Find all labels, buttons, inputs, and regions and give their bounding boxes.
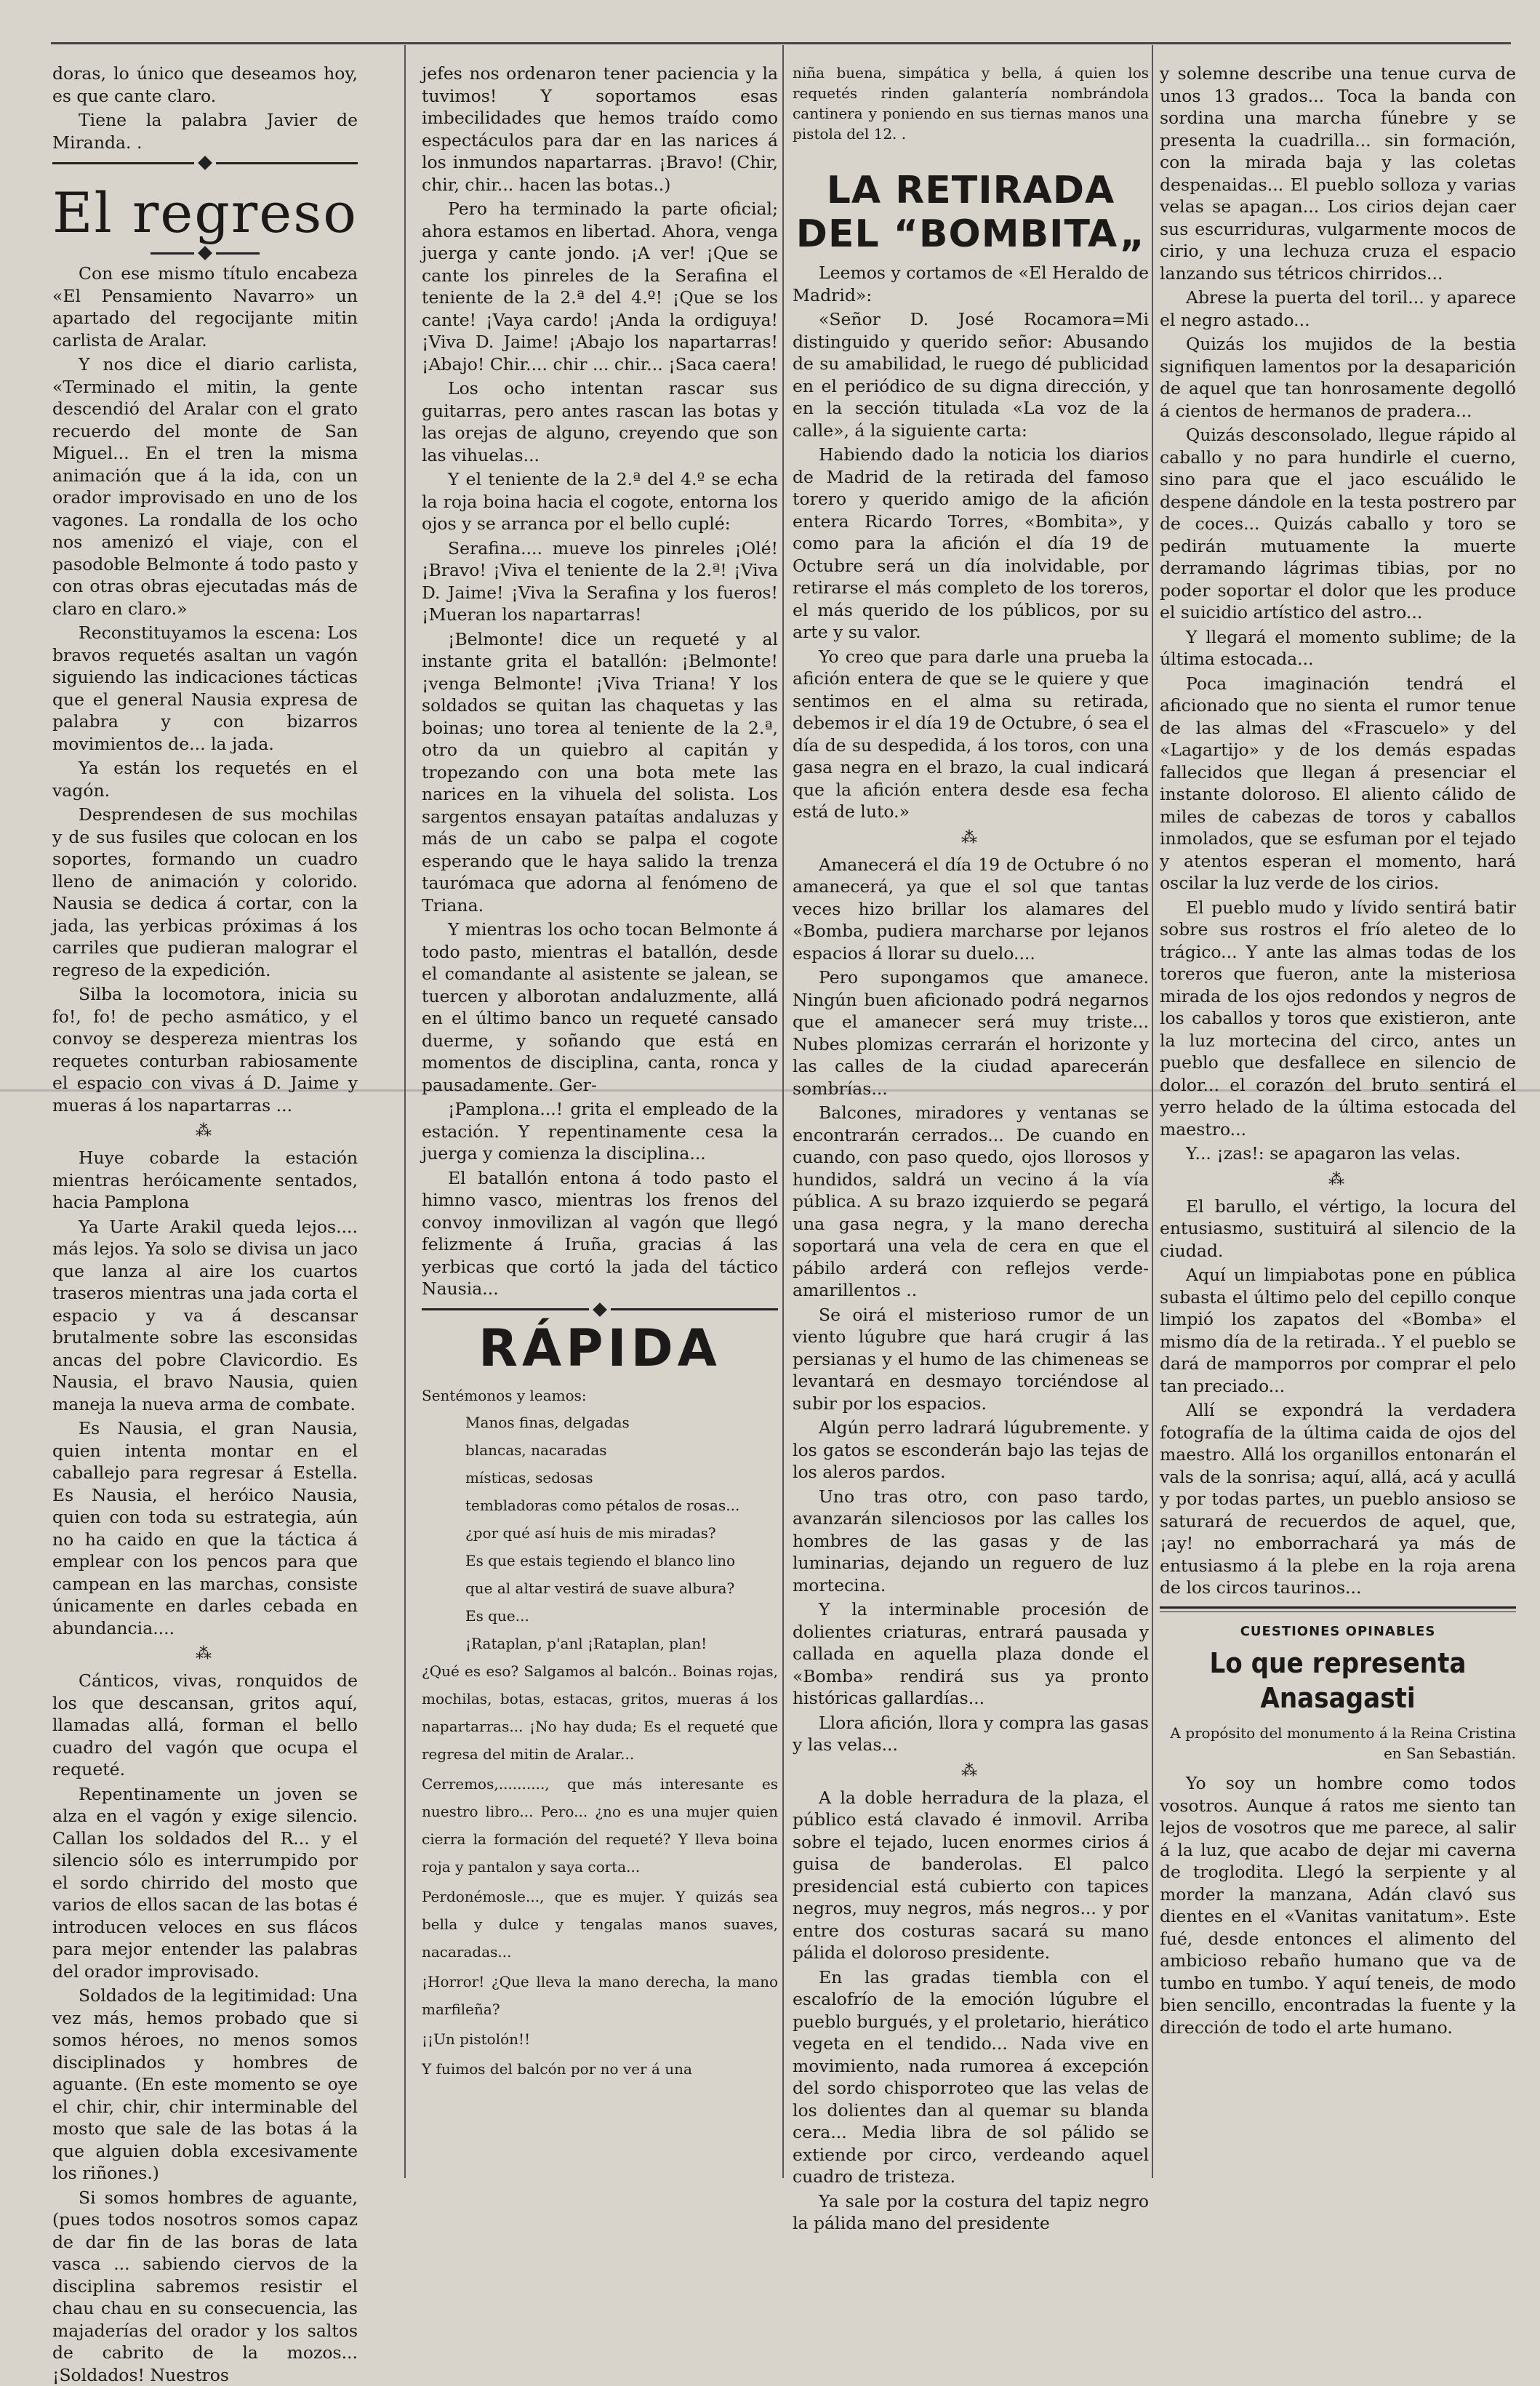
paragraph: ¡¡Un pistolón!!: [422, 2025, 778, 2053]
paragraph: Serafina.... mueve los pinreles ¡Olé! ¡Bravo! ¡Viva el teniente de la 2.ª! ¡Viva D. Jaime! ¡Viva la Serafina y los fueros! ¡Mueran los napartarras!: [422, 537, 778, 626]
page-top-rule: [51, 42, 1511, 44]
paragraph: Silba la locomotora, inicia su fo!, fo! de pecho asmático, y el convoy se despereza mientras los requetes conturban rabiosamente el espacio con vivas á D. Jaime y mueras á los napartarras ...: [52, 983, 358, 1116]
article-title-bombita: LA RETIRADA DEL “BOMBITA„: [793, 169, 1149, 256]
paragraph: Y fuimos del balcón por no ver á una: [422, 2055, 778, 2083]
paragraph: Repentinamente un joven se alza en el vagón y exige silencio. Callan los soldados del R... y el silencio sólo es interrumpido por el sordo chirrido del mosto que varios de ellos sacan de las botas é introducen veloces en sus flácos para mejor entender las palabras del orador improvisado.: [52, 1783, 358, 1983]
paragraph: Pero supongamos que amanece. Ningún buen aficionado podrá negarnos que el amanecer será muy triste... Nubes plomizas cerrarán el horizonte y las calles de la ciudad aparecerán sombrías...: [793, 966, 1149, 1100]
section-stars: ⁂: [793, 1761, 1149, 1782]
column-rule-1: [404, 45, 406, 2178]
paragraph: Perdonémosle..., que es mujer. Y quizás sea bella y dulce y tengalas manos suaves, nacaradas...: [422, 1883, 778, 1966]
paragraph: Ya sale por la costura del tapiz negro la pálida mano del presidente: [793, 2190, 1149, 2235]
ornament-rule: [52, 248, 358, 258]
paragraph: ¿Qué es eso? Salgamos al balcón.. Boinas rojas, mochilas, botas, estacas, gritos, mueras á los napartarras... ¡No hay duda; Es el requeté que regresa del mitin de Aralar...: [422, 1657, 778, 1768]
ornament-rule: [422, 1305, 778, 1315]
col1-intro-2: Tiene la palabra Javier de Miranda. .: [52, 109, 358, 153]
section-kicker: CUESTIONES OPINABLES: [1160, 1621, 1516, 1644]
ornament-rule: [52, 158, 358, 168]
paragraph: jefes nos ordenaron tener paciencia y la tuvimos! Y soportamos esas imbecilidades que hemos traído como espectáculos para dar en las narices á los inmundos napartarras. ¡Bravo! (Chir, chir, chir... hacen las botas..): [422, 63, 778, 196]
paragraph: En las gradas tiembla con el escalofrío de la emoción lúgubre el pueblo burgués, y el proletario, hierático vegeta en el tendido... Nada vive en movimiento, nada rumorea á excepción del sordo chisporroteo que las velas de los dolientes dan al quemar su blanda cera... Media libra de sol pálido se extiende por circo, verdeando aquel cuadro de tristeza.: [793, 1966, 1149, 2188]
poem-line: ¡Rataplan, p'anl ¡Rataplan, plan!: [465, 1630, 778, 1657]
paragraph: ¡Belmonte! dice un requeté y al instante grita el batallón: ¡Belmonte! ¡venga Belmonte! ¡Viva Triana! Y los soldados se quitan las chaquetas y las boinas; uno torea al teniente de la 2.ª, otro da un quiebro al capitán y tropezando con una bota mete las narices en la vihuela del solista. Los sargentos ensayan pataítas andaluzas y más de un cabo se palpa el cogote esperando que le haya salido la trenza taurómaca que adorna al fenómeno de Triana.: [422, 628, 778, 917]
paragraph: Huye cobarde la estación mientras heróicamente sentados, hacia Pamplona: [52, 1147, 358, 1214]
paragraph: Y... ¡zas!: se apagaron las velas.: [1160, 1142, 1516, 1165]
poem-line: que al altar vestirá de suave albura?: [465, 1574, 778, 1602]
poem-line: Manos finas, delgadas: [465, 1409, 778, 1436]
section-stars: ⁂: [1160, 1169, 1516, 1191]
paragraph: Balcones, miradores y ventanas se encontrarán cerrados... De cuando en cuando, con paso quedo, ojos llorosos y hundidos, saldrá un vecino á la vía pública. A su brazo izquierdo se pegará una gasa negra, y la mano derecha soportará una vela de cera en que el pábilo arderá con reflejos verde-amarillentos ..: [793, 1102, 1149, 1302]
poem-line: blancas, nacaradas: [465, 1436, 778, 1464]
paragraph: Poca imaginación tendrá el aficionado que no sienta el rumor tenue de las almas del «Frascuelo» y del «Lagartijo» y de los demás espadas fallecidos que llegan á presenciar el instante doloroso. El aliento cálido de miles de cabezas de toros y caballos inmolados, que se esfuman por el tejado y atentos esperan el momento, hará oscilar la luz verde de los cirios.: [1160, 673, 1516, 894]
paragraph: Los ocho intentan rascar sus guitarras, pero antes rascan las botas y las orejas de alguno, creyendo que son las vihuelas...: [422, 377, 778, 466]
column-3: [793, 63, 1149, 2163]
paragraph: Ya Uarte Arakil queda lejos.... más lejos. Ya solo se divisa un jaco que lanza al aire los cuartos traseros mientras una jada corta el espacio y va á descansar brutalmente sobre las esconsidas ancas del pobre Clavicordio. Es Nausia, el bravo Nausia, quien maneja la nueva arma de combate.: [52, 1216, 358, 1416]
poem-line: tembladoras como pétalos de rosas...: [465, 1492, 778, 1519]
article-title-anasagasti: Lo que representa Anasagasti: [1160, 1646, 1516, 1716]
paragraph: Quizás los mujidos de la bestia signifiquen lamentos por la desaparición de aquel que tan honrosamente degolló á cientos de hermanos de pradera...: [1160, 333, 1516, 422]
paragraph: Yo soy un hombre como todos vosotros. Aunque á ratos me siento tan lejos de vosotros que me parece, al salir á la luz, que acabo de dejar mi caverna de troglodita. Llegó la serpiente y al morder la manzana, Adán clavó sus dientes en el «Vanitas vanitatum». Este fué, desde entonces el alimento del ambicioso rebaño humano que va de tumbo en tumbo. Y aquí teneis, de modo bien sencillo, encontradas la fuente y la dirección de todo el arte humano.: [1160, 1772, 1516, 2038]
paragraph: Y llegará el momento sublime; de la última estocada...: [1160, 626, 1516, 670]
section-stars: ⁂: [52, 1644, 358, 1665]
section-rule: [1160, 1606, 1516, 1612]
paragraph: Aquí un limpiabotas pone en pública subasta el último pelo del cepillo conque limpió los zapatos del «Bomba» el mismo día de la retirada.. Y el pueblo se dará de mamporros por comprar el pelo tan preciado...: [1160, 1264, 1516, 1397]
poem: [422, 1409, 778, 1657]
column-rule-3: [1152, 45, 1153, 2178]
column-2: [422, 63, 778, 2163]
paragraph: Leemos y cortamos de «El Heraldo de Madrid»:: [793, 262, 1149, 306]
paragraph: Y mientras los ocho tocan Belmonte á todo pasto, mientras el batallón, desde el comandante al asistente se jalean, se tuercen y alborotan andaluzmente, allá en el último banco un requeté cansado duerme, y soñando que está en momentos de disciplina, canta, ronca y pausadamente. Ger-: [422, 918, 778, 1096]
column-1: [52, 63, 358, 2163]
paragraph: Es Nausia, el gran Nausia, quien intenta montar en el caballejo para regresar á Estella. Es Nausia, el heróico Nausia, quien con toda su estrategia, aún no ha caido en que la táctica á emplear con los pencos para que campean en las marchas, consiste únicamente en darles cebada en abundancia....: [52, 1417, 358, 1639]
paragraph: A la doble herradura de la plaza, el público está clavado é inmovil. Arriba sobre el tejado, lucen enormes cirios á guisa de banderolas. El palco presidencial está cubierto con tapices negros, muy negros, más negros... y por entre dos costuras sacará su mano pálida el doloroso presidente.: [793, 1787, 1149, 1964]
poem-line: Es que...: [465, 1602, 778, 1630]
article-dedication: A propósito del monumento á la Reina Cristina en San Sebastián.: [1160, 1723, 1516, 1764]
paragraph: Reconstituyamos la escena: Los bravos requetés asaltan un vagón siguiendo las indicaciones tácticas que el general Nausia expresa de palabra y con bizarros movimientos de... la jada.: [52, 622, 358, 755]
article-title-rapida: RÁPIDA: [422, 1319, 778, 1377]
paragraph: Se oirá el misterioso rumor de un viento lúgubre que hará crugir á las persianas y el humo de las chimeneas se levantará en desmayo torciéndose al subir por los espacios.: [793, 1304, 1149, 1415]
article-title-regreso: El regreso: [52, 183, 358, 244]
paragraph: Y el teniente de la 2.ª del 4.º se echa la roja boina hacia el cogote, entorna los ojos y se arranca por el bello cuplé:: [422, 468, 778, 535]
paragraph: Ya están los requetés en el vagón.: [52, 757, 358, 801]
paragraph: niña buena, simpática y bella, á quien los requetés rinden galantería nombrándola cantinera y poniendo en sus tiernas manos una pistola del 12. .: [793, 63, 1149, 144]
paragraph: Algún perro ladrará lúgubremente. y los gatos se esconderán bajo las tejas de los aleros pardos.: [793, 1417, 1149, 1484]
poem-line: Es que estais tegiendo el blanco lino: [465, 1547, 778, 1574]
paragraph: Si somos hombres de aguante, (pues todos nosotros somos capaz de dar fin de las boras de lata vasca ... sabiendo ciervos de la disciplina sabremos resistir el chau chau en su consecuencia, las majaderías del orador y los saltos de cabrito de la mozos... ¡Soldados! Nuestros: [52, 2187, 358, 2386]
section-stars: ⁂: [793, 828, 1149, 849]
paragraph: Cerremos,.........., que más interesante es nuestro libro... Pero... ¿no es una mujer quien cierra la formación del requeté? Y lleva boina roja y pantalon y saya corta...: [422, 1770, 778, 1881]
paragraph: Cánticos, vivas, ronquidos de los que descansan, gritos aquí, llamadas allá, forman el bello cuadro del vagón que ocupa el requeté.: [52, 1670, 358, 1781]
paragraph: y solemne describe una tenue curva de unos 13 grados... Toca la banda con sordina una marcha fúnebre y se presenta la cuadrilla... sin formación, con la mirada baja y las coletas despenaidas... El pueblo solloza y varias velas se apagan... Los cirios dejan caer sus escurriduras, vulgarmente mocos de cirio, y una lechuza cruza el espacio lanzando sus tétricos chirridos...: [1160, 63, 1516, 284]
col1-intro-1: doras, lo único que deseamos hoy, es que cante claro.: [52, 63, 358, 107]
poem-intro: Sentémonos y leamos:: [422, 1385, 778, 1407]
paragraph: Soldados de la legitimidad: Una vez más, hemos probado que si somos héroes, no menos somos disciplinados y hombres de aguante. (En este momento se oye el chir, chir, chir interminable del mosto que sale de las botas á la que alguien dobla excesivamente los riñones.): [52, 1985, 358, 2185]
paragraph: Quizás desconsolado, llegue rápido al caballo y no para hundirle el cuerno, sino para que el jaco escuálido le despene dándole en la testa postrero par de coces... Quizás caballo y toro se pedirán mutuamente la muerte derramando lágrimas tibias, por no poder soportar el dolor que les produce el suicidio artístico del astro...: [1160, 424, 1516, 624]
paragraph: Y nos dice el diario carlista, «Terminado el mitin, la gente descendió del Aralar con el grato recuerdo del monte de San Miguel... En el tren la misma animación que á la ida, con un orador improvisado en uno de los vagones. La rondalla de los ocho nos amenizó el viaje, con el pasodoble Belmonte á todo pasto y con otras obras ejecutadas más de claro en claro.»: [52, 353, 358, 620]
paragraph: Abrese la puerta del toril... y aparece el negro astado...: [1160, 287, 1516, 331]
paragraph: El pueblo mudo y lívido sentirá batir sobre sus rostros el frío aleteo de lo trágico... Y ante las almas todas de los toreros que fueron, ante la misteriosa mirada de los ojos redondos y negros de los caballos y toros que existieron, ante la luz mortecina del circo, antes un pueblo que desfallece en silencio de dolor... el corazón del bruto sentirá el yerro helado de la última estocada del maestro...: [1160, 897, 1516, 1141]
column-rule-2: [782, 45, 784, 2178]
poem-line: ¿por qué así huis de mis miradas?: [465, 1519, 778, 1547]
paragraph: Habiendo dado la noticia los diarios de Madrid de la retirada del famoso torero y querido amigo de la afición entera Ricardo Torres, «Bombita», y como para la afición el día 19 de Octubre será un día inolvidable, por retirarse el más completo de los toreros, el más querido de los públicos, por su arte y su valor.: [793, 444, 1149, 644]
paragraph: El barullo, el vértigo, la locura del entusiasmo, sustituirá al silencio de la ciudad.: [1160, 1196, 1516, 1262]
section-stars: ⁂: [52, 1121, 358, 1142]
paragraph: Con ese mismo título encabeza «El Pensamiento Navarro» un apartado del regocijante mitin carlista de Aralar.: [52, 263, 358, 351]
paragraph: «Señor D. José Rocamora=Mi distinguido y querido señor: Abusando de su amabilidad, le ruego dé publicidad en el periódico de su digna dirección, y en la sección titulada «La voz de la calle», á la siguiente carta:: [793, 308, 1149, 441]
paragraph: Y la interminable procesión de dolientes criaturas, entrará pausada y callada en aquella plaza donde el «Bomba» rendirá sus ya pronto históricas gallardías...: [793, 1598, 1149, 1710]
paragraph: Llora afición, llora y compra las gasas y las velas...: [793, 1712, 1149, 1756]
paragraph: Yo creo que para darle una prueba la afición entera de que se le quiere y que sentimos en el alma su retirada, debemos ir el día 19 de Octubre, ó sea el día de su despedida, á los toros, con una gasa negra en el brazo, la cual indicará que la afición entera desde esa fecha está de luto.»: [793, 646, 1149, 823]
column-4: [1160, 63, 1516, 2163]
poem-line: místicas, sedosas: [465, 1464, 778, 1492]
paragraph: Amanecerá el día 19 de Octubre ó no amanecerá, ya que el sol que tantas veces hizo brillar los alamares del «Bomba, pudiera marcharse por lejanos espacios á llorar su duelo....: [793, 854, 1149, 965]
paragraph: Pero ha terminado la parte oficial; ahora estamos en libertad. Ahora, venga juerga y cante jondo. ¡A ver! ¡Que se cante los pinreles de la Serafina el teniente de la 2.ª del 4.º! ¡Que se los cante! ¡Vaya cardo! ¡Anda la ordiguya! ¡Viva D. Jaime! ¡Abajo los napartarras! ¡Abajo! Chir.... chir ... chir... ¡Saca caera!: [422, 198, 778, 375]
paragraph: ¡Horror! ¿Que lleva la mano derecha, la mano marfileña?: [422, 1968, 778, 2023]
paragraph: Allí se expondrá la verdadera fotografía de la última caida de ojos del maestro. Allá los organillos entonarán el vals de la sonrisa; aquí, allá, acá y acullá y por todas partes, un pueblo ansioso se saturará de recuerdos de aquel, que, ¡ay! no emborrachará ya más de entusiasmo á la plebe en la roja arena de los circos taurinos...: [1160, 1399, 1516, 1599]
paragraph: ¡Pamplona...! grita el empleado de la estación. Y repentinamente cesa la juerga y comienza la disciplina...: [422, 1098, 778, 1165]
paragraph: Uno tras otro, con paso tardo, avanzarán silenciosos por las calles los hombres de las gasas y de las luminarias, dejando un reguero de luz mortecina.: [793, 1486, 1149, 1597]
paragraph: El batallón entona á todo pasto el himno vasco, mientras los frenos del convoy inmovilizan al vagón que llegó felizmente á Iruña, gracias á las yerbicas que cortó la jada del táctico Nausia...: [422, 1167, 778, 1300]
paragraph: Desprendesen de sus mochilas y de sus fusiles que colocan en los soportes, formando un cuadro lleno de animación y colorido. Nausia se dedica á cortar, con la jada, las yerbicas próximas á los carriles que pudieran malograr el regreso de la expedición.: [52, 804, 358, 981]
